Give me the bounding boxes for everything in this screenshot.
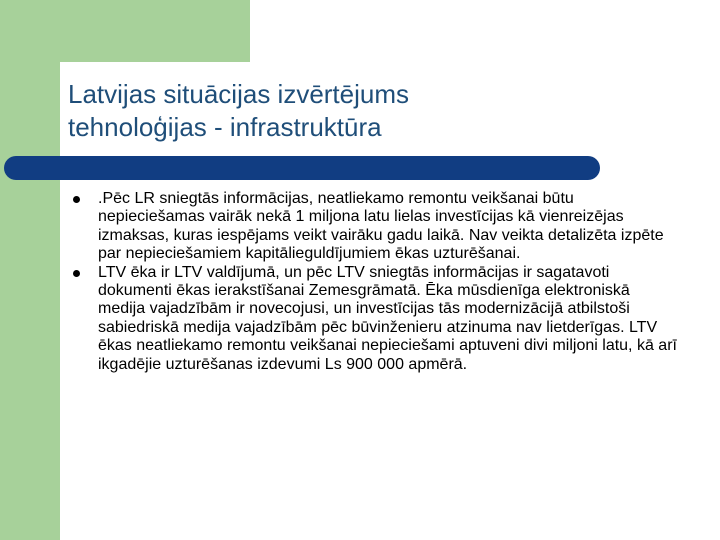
bullet-item [70, 190, 680, 264]
bullet-dot-icon [73, 270, 80, 277]
slide-title [68, 78, 688, 144]
slide-title-line-1: Latvijas situācijas izvērtējums [68, 79, 410, 109]
top-green-block [0, 0, 250, 62]
slide-title-line-2: tehnoloģijas - infrastruktūra [68, 112, 382, 142]
title-divider-bar [4, 156, 600, 180]
bullet-text: LTV ēka ir LTV valdījumā, un pēc LTV sniegtās informācijas ir sagatavoti dokumenti ēkas ierakstīšanai Zemesgrāmatā. Ēka mūsdienīga elektroniskā medija vajadzībām ir novecojusi, un investīcijas tās modernizācijā atbilstoši sabiedriskā medija vajadzībām pēc būvinženieru atzinuma nav lietderīgas. LTV ēkas neatliekamo remontu veikšanai nepieciešami aptuveni divi miljoni latu, kā arī ikgadējie uzturēšanas izdevumi Ls 900 000 apmērā. [98, 263, 677, 373]
bullet-dot-icon [73, 196, 80, 203]
left-green-strip [0, 0, 60, 540]
bullet-item [70, 264, 680, 374]
bullet-text: .Pēc LR sniegtās informācijas, neatliekamo remontu veikšanai būtu nepieciešamas vairāk nekā 1 miljona latu lielas investīcijas kā vienreizējas izmaksas, kuras iespējams veikt vairāku gadu laikā. Nav veikta detalizēta izpēte par nepieciešamiem kapitālieguldījumiem ēkas uzturēšanai. [98, 190, 664, 263]
bullet-list [70, 190, 680, 374]
